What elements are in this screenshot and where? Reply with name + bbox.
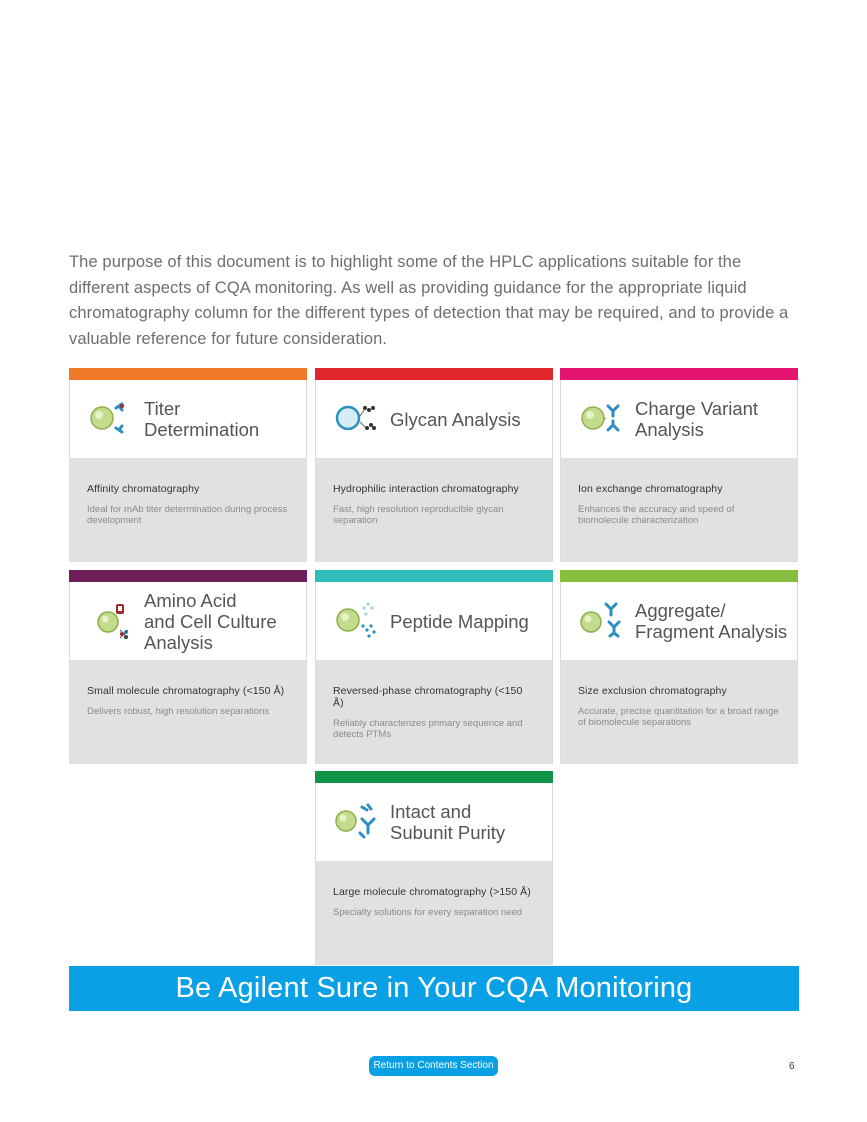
card-color-bar	[560, 570, 798, 582]
card-method: Ion exchange chromatography	[578, 483, 723, 495]
card-color-bar	[69, 368, 307, 380]
card-description: Specialty solutions for every separation need	[333, 907, 523, 918]
card-title: Glycan Analysis	[390, 408, 521, 430]
card-description: Reliably characterizes primary sequence and detects PTMs	[333, 718, 523, 740]
card-description: Ideal for mAb titer determination during process development	[87, 504, 288, 526]
aggregate-icon	[577, 596, 625, 644]
card-title: Amino Acid and Cell Culture Analysis	[144, 589, 277, 653]
card-method: Reversed-phase chromatography (<150 Å)	[333, 685, 523, 709]
page-number: 6	[789, 1061, 795, 1072]
card-method: Hydrophilic interaction chromatography	[333, 483, 519, 495]
card-color-bar	[69, 570, 307, 582]
card-title: Titer Determination	[144, 398, 260, 440]
card-method: Size exclusion chromatography	[578, 685, 727, 697]
card-title: Peptide Mapping	[390, 610, 529, 632]
card-glycan	[315, 368, 553, 562]
card-title: Charge Variant Analysis	[635, 398, 759, 440]
intact-icon	[332, 797, 380, 845]
amino-acid-icon	[86, 596, 134, 644]
card-aggregate	[560, 570, 798, 764]
glycan-icon	[332, 394, 380, 442]
card-amino-acid	[69, 570, 307, 764]
card-titer	[69, 368, 307, 562]
card-method: Affinity chromatography	[87, 483, 200, 495]
card-color-bar	[315, 771, 553, 783]
card-description: Accurate, precise quantitation for a broad range of biomolecule separations	[578, 706, 779, 728]
return-to-contents-button[interactable]: Return to Contents Section	[369, 1056, 498, 1076]
card-color-bar	[315, 368, 553, 380]
card-color-bar	[315, 570, 553, 582]
card-description: Fast, high resolution reproducible glycan separation	[333, 504, 504, 526]
card-description: Enhances the accuracy and speed of biomolecule characterization	[578, 504, 735, 526]
card-description: Delivers robust, high resolution separations	[87, 706, 270, 717]
svg-text:-: -	[604, 415, 607, 423]
charge-variant-icon	[577, 394, 625, 442]
titer-icon	[86, 394, 134, 442]
card-method: Small molecule chromatography (<150 Å)	[87, 685, 285, 697]
intro-paragraph: The purpose of this document is to highlight some of the HPLC applications suitable for the different aspects of CQA monitoring. As well as providing guidance for the appropriate liquid chromatography column for the different types of detection that may be required, and to provide a valuable reference for future consideration.	[69, 253, 789, 348]
card-method: Large molecule chromatography (>150 Å)	[333, 886, 531, 898]
peptide-icon	[332, 596, 380, 644]
card-intact-subunit	[315, 771, 553, 965]
card-title: Intact and Subunit Purity	[390, 801, 506, 843]
card-title: Aggregate/ Fragment Analysis	[635, 600, 788, 642]
cqa-banner: Be Agilent Sure in Your CQA Monitoring	[69, 966, 799, 1011]
card-charge-variant	[560, 368, 798, 562]
card-color-bar	[560, 368, 798, 380]
card-peptide-mapping	[315, 570, 553, 764]
